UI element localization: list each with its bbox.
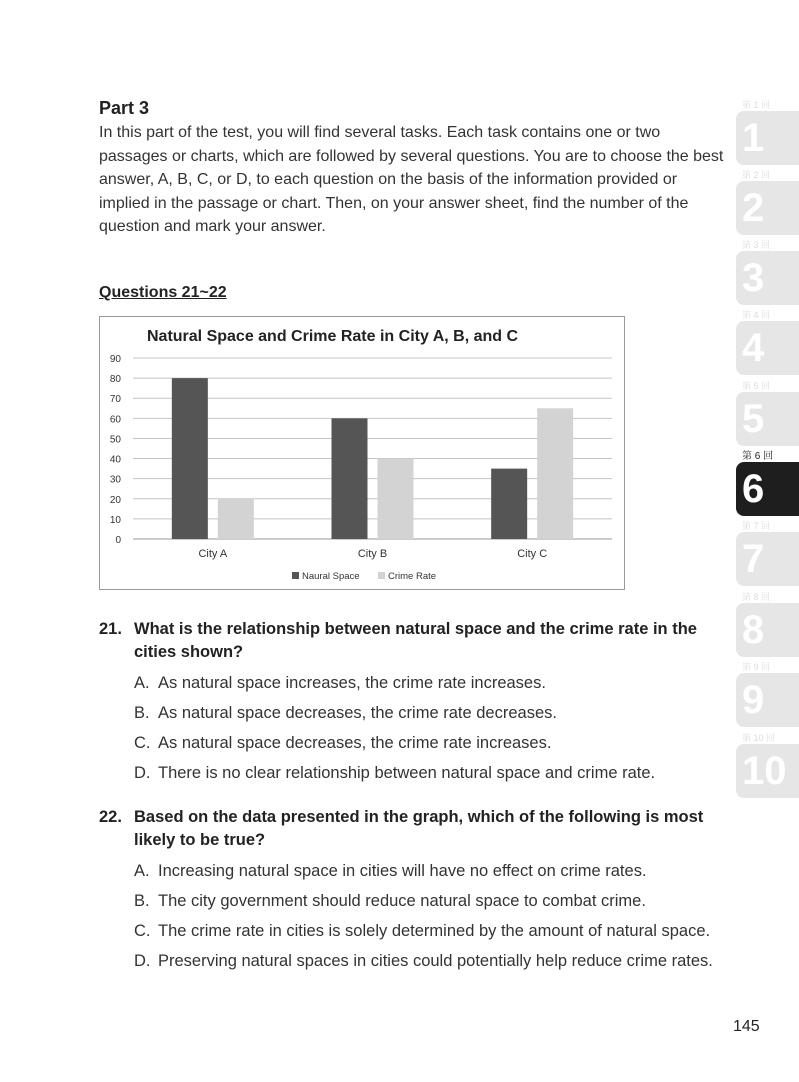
tab-label: 第 5 回 — [742, 381, 771, 391]
tab-label: 第 6 回 — [742, 451, 774, 462]
option-c — [134, 920, 729, 943]
tab-number: 10 — [736, 744, 799, 798]
question-text: Based on the data presented in the graph, which of the following is most likely to be true? — [134, 808, 704, 849]
option-text: There is no clear relationship between natural space and crime rate. — [158, 764, 656, 782]
part-title: Part 3 — [99, 98, 150, 118]
tab-number: 9 — [736, 673, 799, 727]
tab-label: 第 3 回 — [742, 240, 771, 250]
side-tab-5[interactable] — [736, 381, 799, 446]
option-letter: D. — [134, 952, 151, 970]
side-tab-4[interactable] — [736, 310, 799, 375]
part-instructions: In this part of the test, you will find several tasks. Each task contains one or two passages or charts, which are followed by several questions. You are to choose the best answer, A, B, C, or D, to each question on the basis of the information provided or implied in the passage or chart. Then, on your answer sheet, find the number of the question and mark your answer. — [99, 124, 724, 235]
option-d — [134, 762, 729, 785]
tab-number: 4 — [736, 321, 799, 375]
question-21 — [99, 618, 729, 792]
tab-label: 第 7 回 — [742, 521, 771, 531]
bar-chart — [100, 317, 626, 591]
tab-number: 8 — [736, 603, 799, 657]
question-number: 22. — [99, 808, 122, 826]
tab-label: 第 10 回 — [742, 733, 776, 743]
question-text: What is the relationship between natural space and the crime rate in the cities shown? — [134, 620, 697, 661]
bar-city-b-series-1 — [332, 418, 368, 539]
tab-number: 6 — [736, 462, 799, 516]
side-tab-3[interactable] — [736, 240, 799, 305]
chart-container — [99, 316, 625, 590]
option-b — [134, 702, 729, 725]
option-list — [134, 672, 729, 785]
option-text: The city government should reduce natural space to combat crime. — [158, 892, 646, 910]
bar-city-a-series-2 — [218, 499, 254, 539]
legend-label: Crime Rate — [388, 571, 437, 582]
side-tab-8[interactable] — [736, 592, 799, 657]
y-tick-label: 0 — [115, 535, 121, 546]
questions-header: Questions 21~22 — [99, 284, 227, 301]
side-tab-10[interactable] — [736, 733, 799, 798]
option-letter: B. — [134, 892, 150, 910]
tab-label: 第 8 回 — [742, 592, 771, 602]
legend-label: Naural Space — [302, 571, 360, 582]
option-text: Increasing natural space in cities will have no effect on crime rates. — [158, 862, 647, 880]
side-tab-1[interactable] — [736, 100, 799, 165]
y-tick-label: 60 — [109, 414, 121, 426]
side-tab-9[interactable] — [736, 662, 799, 727]
question-number: 21. — [99, 620, 122, 638]
page-number: 145 — [733, 1018, 760, 1035]
option-a — [134, 672, 729, 695]
option-d — [134, 950, 729, 973]
question-stem — [99, 806, 729, 852]
option-letter: A. — [134, 862, 150, 880]
y-tick-label: 10 — [109, 514, 121, 526]
side-tab-2[interactable] — [736, 170, 799, 235]
bar-city-c-series-1 — [491, 469, 527, 539]
bar-city-c-series-2 — [537, 408, 573, 539]
option-text: As natural space decreases, the crime rate decreases. — [158, 704, 557, 722]
tab-number: 5 — [736, 392, 799, 446]
option-letter: A. — [134, 674, 150, 692]
question-22 — [99, 806, 729, 980]
y-tick-label: 80 — [109, 374, 121, 386]
option-c — [134, 732, 729, 755]
question-stem — [99, 618, 729, 664]
option-letter: C. — [134, 734, 151, 752]
bar-city-b-series-2 — [378, 459, 414, 539]
option-text: As natural space decreases, the crime rate increases. — [158, 734, 552, 752]
x-tick-label: City C — [517, 548, 548, 560]
y-tick-label: 40 — [109, 454, 121, 466]
tab-label: 第 9 回 — [742, 662, 771, 672]
option-letter: C. — [134, 922, 151, 940]
option-text: As natural space increases, the crime rate increases. — [158, 674, 546, 692]
y-tick-label: 20 — [109, 494, 121, 506]
option-text: Preserving natural spaces in cities could potentially help reduce crime rates. — [158, 952, 713, 970]
y-tick-label: 90 — [109, 354, 121, 365]
bar-city-a-series-1 — [172, 378, 208, 539]
y-tick-label: 70 — [109, 394, 121, 406]
option-letter: D. — [134, 764, 151, 782]
tab-label: 第 1 回 — [742, 100, 771, 110]
option-letter: B. — [134, 704, 150, 722]
x-tick-label: City A — [198, 548, 228, 560]
tab-number: 3 — [736, 251, 799, 305]
y-tick-label: 50 — [109, 434, 121, 446]
tab-number: 7 — [736, 532, 799, 586]
option-text: The crime rate in cities is solely determined by the amount of natural space. — [158, 922, 711, 940]
side-tab-7[interactable] — [736, 521, 799, 586]
tab-number: 1 — [736, 111, 799, 165]
option-a — [134, 860, 729, 883]
y-tick-label: 30 — [109, 474, 121, 486]
legend-swatch — [292, 572, 299, 579]
tab-number: 2 — [736, 181, 799, 235]
tab-label: 第 2 回 — [742, 170, 771, 180]
legend-swatch — [378, 572, 385, 579]
side-tab-6-active[interactable] — [736, 451, 799, 516]
option-b — [134, 890, 729, 913]
chart-title: Natural Space and Crime Rate in City A, B, and C — [147, 328, 519, 345]
x-tick-label: City B — [357, 548, 388, 560]
tab-label: 第 4 回 — [742, 310, 771, 320]
option-list — [134, 860, 729, 973]
